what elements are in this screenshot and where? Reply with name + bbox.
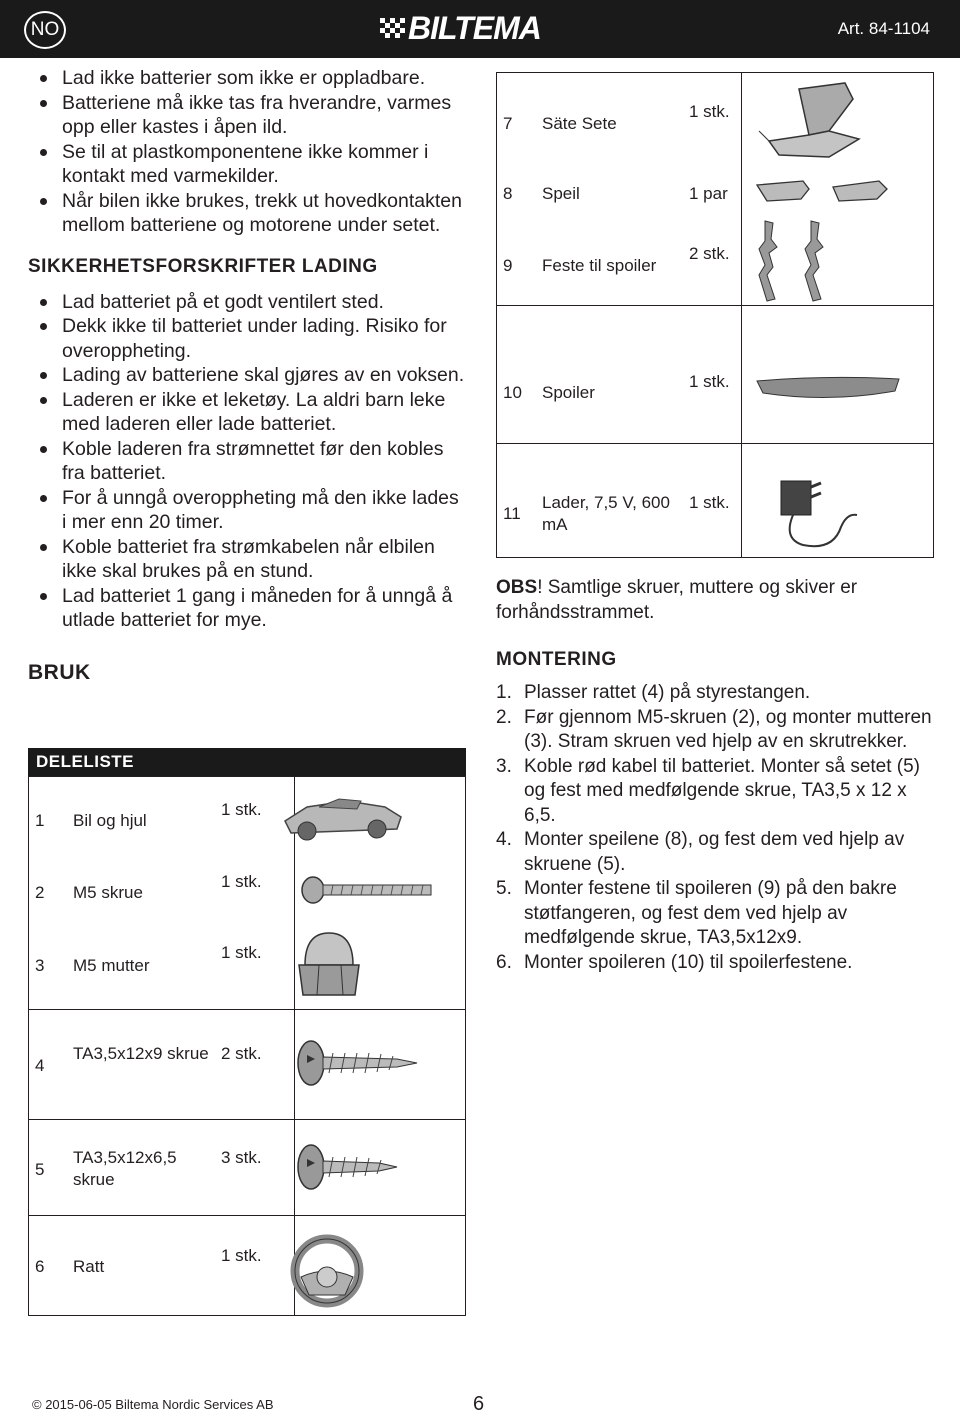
part-name: Speil [542, 184, 580, 203]
list-item: Lad batteriet på et godt ventilert sted. [28, 290, 468, 315]
list-item [496, 755, 936, 829]
part-number: 7 [503, 114, 513, 133]
part-name: M5 skrue [73, 883, 143, 902]
parts-table-left [28, 776, 466, 1316]
part-number: 5 [35, 1160, 45, 1179]
part-quantity: 1 stk. [689, 102, 730, 121]
step-text: Monter spoileren (10) til spoilerfestene. [524, 951, 853, 973]
assembly-steps [496, 681, 936, 975]
list-item [496, 681, 936, 706]
part-name: Feste til spoiler [542, 256, 657, 275]
spoiler-bracket-icon [751, 219, 831, 303]
step-text: Før gjennom M5-skruen (2), og monter mutteren (3). Stram skruen ved hjelp av en skrutrekker. [524, 706, 932, 752]
list-item: Når bilen ikke brukes, trekk ut hovedkontakten mellom batteriene og motorene under setet. [28, 189, 468, 238]
part-quantity: 2 stk. [689, 244, 730, 263]
list-item: For å unngå overoppheting må den ikke lades i mer enn 20 timer. [28, 486, 468, 535]
step-text: Koble rød kabel til batteriet. Monter så setet (5) og fest med medfølgende skrue, TA3,5 x 12 x 6,5. [524, 755, 921, 826]
part-quantity: 1 stk. [689, 493, 730, 512]
part-quantity: 1 stk. [689, 372, 730, 391]
bolt-icon [299, 875, 439, 905]
intro-bullet-list [28, 66, 468, 238]
part-name: TA3,5x12x6,5 skrue [73, 1148, 177, 1189]
list-item: Dekk ikke til batteriet under lading. Risiko for overoppheting. [28, 314, 468, 363]
part-quantity: 1 par [689, 184, 728, 203]
part-quantity: 1 stk. [221, 800, 262, 819]
list-item: Laderen er ikke et leketøy. La aldri barn leke med laderen eller lade batteriet. [28, 388, 468, 437]
part-quantity: 1 stk. [221, 1246, 262, 1265]
brand-name: BILTEMA [408, 10, 541, 46]
parts-list-heading: DELELISTE [28, 748, 466, 776]
step-text: Monter speilene (8), og fest dem ved hjelp av skruene (5). [524, 829, 905, 875]
charging-safety-heading: SIKKERHETSFORSKRIFTER LADING [28, 255, 378, 277]
list-item [496, 828, 936, 877]
screw-icon [293, 1035, 423, 1091]
part-quantity: 2 stk. [221, 1044, 262, 1063]
list-item: Lad batteriet 1 gang i måneden for å unngå å utlade batteriet for mye. [28, 584, 468, 633]
part-name: Bil og hjul [73, 811, 147, 830]
right-column [496, 576, 936, 975]
steering-wheel-icon [287, 1231, 367, 1311]
list-item: Koble batteriet fra strømkabelen når elbilen ikke skal brukes på en stund. [28, 535, 468, 584]
cap-nut-icon [291, 925, 367, 1005]
part-name: M5 mutter [73, 956, 150, 975]
list-item [496, 706, 936, 755]
step-number: 6. [496, 951, 512, 973]
part-number: 10 [503, 383, 522, 402]
part-number: 2 [35, 883, 45, 902]
usage-heading: BRUK [28, 660, 91, 684]
part-number: 3 [35, 956, 45, 975]
step-number: 2. [496, 706, 512, 728]
part-quantity: 1 stk. [221, 943, 262, 962]
note-paragraph [496, 576, 936, 625]
step-text: Monter festene til spoileren (9) på den bakre støtfangeren, og fest dem ved hjelp av medfølgende skrue, TA3,5x12x9. [524, 878, 897, 948]
step-text: Plasser rattet (4) på styrestangen. [524, 682, 811, 703]
part-name: TA3,5x12x9 skrue [73, 1044, 209, 1063]
screw-icon [293, 1139, 409, 1195]
list-item: Batteriene må ikke tas fra hverandre, varmes opp eller kastes i åpen ild. [28, 91, 468, 140]
list-item [496, 877, 936, 951]
list-item: Se til at plastkomponentene ikke kommer i kontakt med varmekilder. [28, 140, 468, 189]
step-number: 5. [496, 878, 512, 899]
page-number: 6 [473, 1393, 485, 1415]
part-number: 11 [503, 504, 521, 523]
part-name: Säte Sete [542, 114, 617, 133]
assembly-heading: MONTERING [496, 649, 617, 670]
part-number: 6 [35, 1257, 45, 1276]
parts-table-right [496, 72, 934, 558]
list-item: Lading av batteriene skal gjøres av en voksen. [28, 363, 468, 388]
part-quantity: 1 stk. [221, 872, 262, 891]
part-name: Spoiler [542, 383, 595, 402]
note-text: ! Samtlige skruer, muttere og skiver er forhåndsstrammet. [496, 577, 858, 623]
spoiler-icon [753, 373, 903, 407]
part-number: 8 [503, 184, 513, 203]
mirror-icon [753, 177, 893, 205]
part-quantity: 3 stk. [221, 1148, 262, 1167]
language-badge: NO [24, 11, 66, 49]
seat-icon [749, 79, 889, 165]
list-item: Koble laderen fra strømnettet før den kobles fra batteriet. [28, 437, 468, 486]
part-number: 1 [35, 811, 45, 830]
list-item [496, 951, 936, 976]
note-label: OBS [496, 577, 538, 598]
article-number: Art. 84-1104 [837, 19, 930, 38]
toy-car-icon [277, 787, 407, 847]
left-column [28, 66, 468, 697]
step-number: 4. [496, 829, 512, 850]
part-number: 4 [35, 1056, 45, 1075]
page-header [0, 0, 960, 58]
part-number: 9 [503, 256, 513, 275]
list-item: Lad ikke batterier som ikke er oppladbare. [28, 66, 468, 91]
part-name: Ratt [73, 1257, 105, 1276]
charger-icon [763, 463, 863, 553]
copyright: © 2015-06-05 Biltema Nordic Services AB [32, 1397, 274, 1412]
charging-bullet-list [28, 290, 468, 633]
step-number: 3. [496, 755, 512, 777]
step-number: 1. [496, 682, 512, 703]
part-name: Lader, 7,5 V, 600 mA [542, 493, 670, 534]
